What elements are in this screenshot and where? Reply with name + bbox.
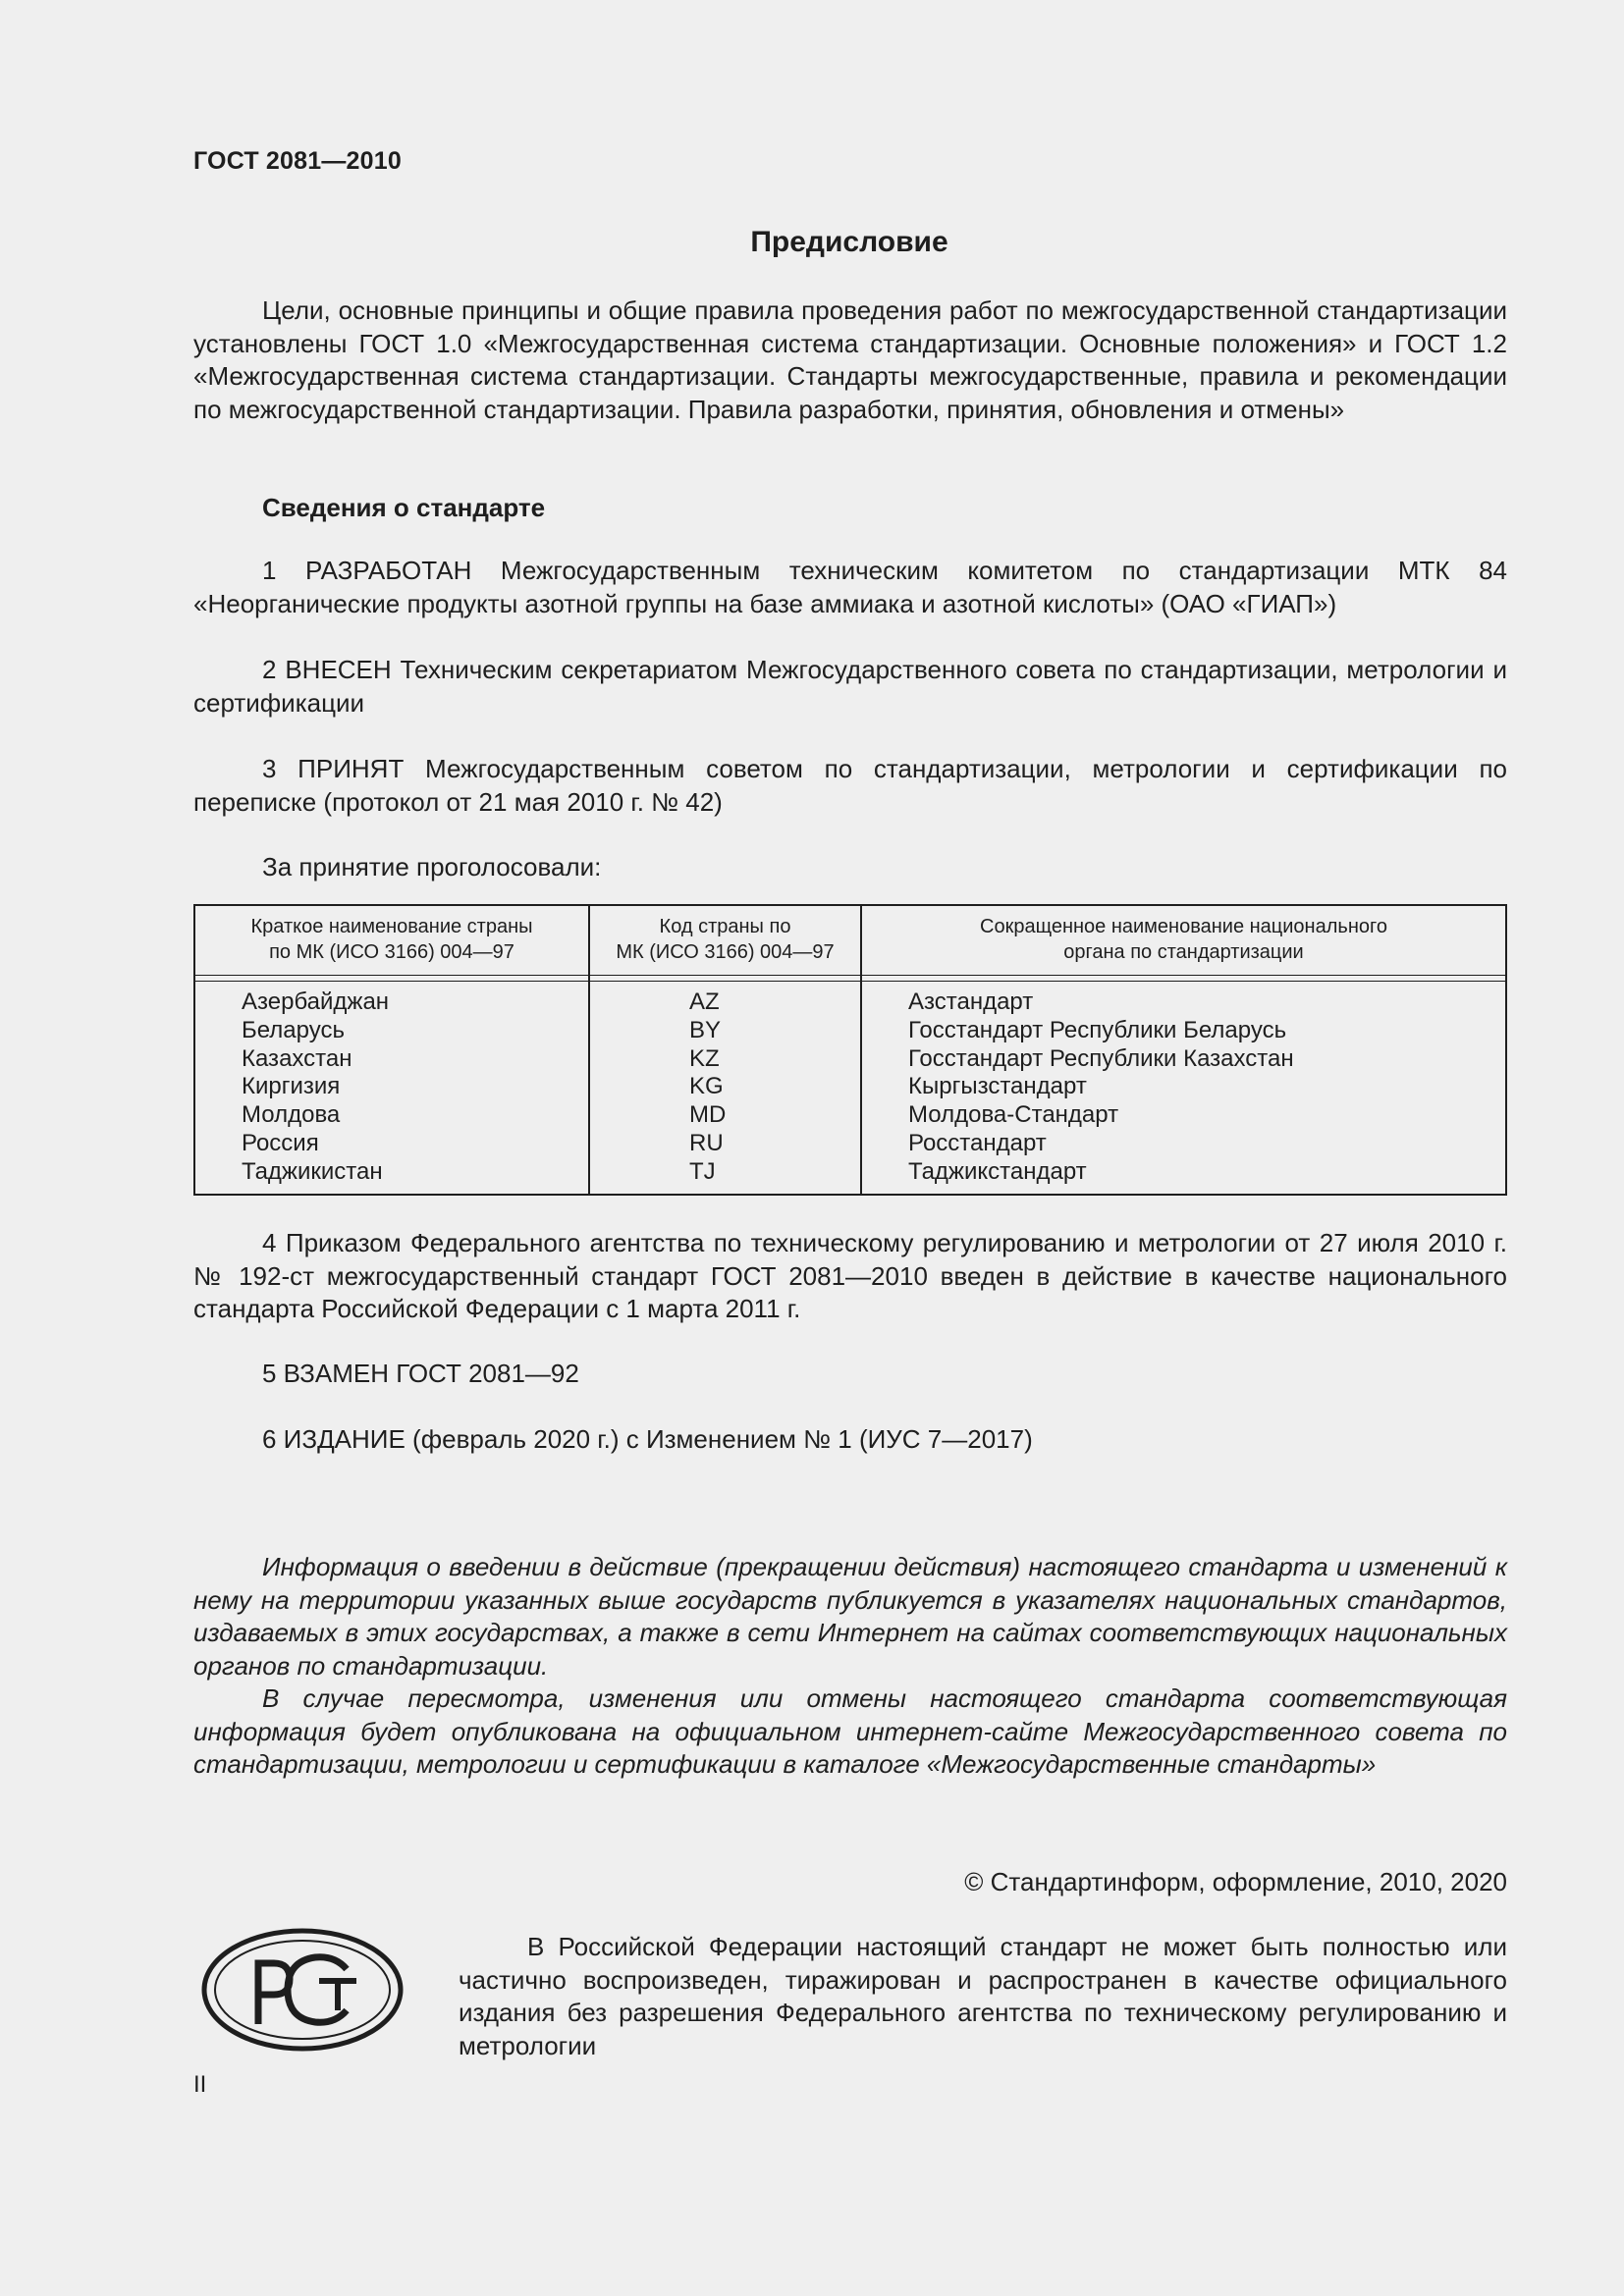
table-cell: TJ <box>689 1157 716 1185</box>
table-column-code <box>689 988 726 1187</box>
table-cell: Таджикстандарт <box>908 1157 1087 1185</box>
table-cell: Киргизия <box>242 1073 341 1100</box>
table-cell: Госстандарт Республики Казахстан <box>908 1044 1294 1072</box>
rights-notice <box>459 1931 1507 2062</box>
item-3 <box>193 753 1507 819</box>
table-column-authority <box>908 988 1294 1187</box>
table-cell: RU <box>689 1129 724 1156</box>
table-cell: KG <box>689 1073 724 1100</box>
table-cell: Азербайджан <box>242 988 390 1015</box>
item-2-text: 2 ВНЕСЕН Техническим секретариатом Межгосударственного совета по стандартизации, метрологии и сертификации <box>193 655 1507 718</box>
rst-logo-icon <box>199 1926 406 2054</box>
table-divider <box>195 981 1505 982</box>
page-title: Предисловие <box>750 226 948 258</box>
item-1 <box>193 555 1507 620</box>
info-heading: Сведения о стандарте <box>262 493 546 522</box>
item-3-text: 3 ПРИНЯТ Межгосударственным советом по стандартизации, метрологии и сертификации по переписке (протокол от 21 мая 2010 г. № 42) <box>193 754 1507 817</box>
info-note-text: Информация о введении в действие (прекращении действия) настоящего стандарта и изменений к нему на территории указанных выше государств публикуется в указателях национальных стандартов, издаваемых в этих государствах, а также в сети Интернет на сайтах соответствующих национальных органов по стандартизации. <box>193 1552 1507 1681</box>
item-2 <box>193 654 1507 720</box>
table-column-country <box>242 988 389 1187</box>
table-cell: Госстандарт Республики Беларусь <box>908 1016 1287 1043</box>
table-cell: Молдова-Стандарт <box>908 1101 1119 1129</box>
info-note <box>193 1551 1507 1782</box>
item-5: 5 ВЗАМЕН ГОСТ 2081—92 <box>262 1359 579 1388</box>
item-6: 6 ИЗДАНИЕ (февраль 2020 г.) с Изменением № 1 (ИУС 7—2017) <box>262 1424 1033 1454</box>
table-cell: Беларусь <box>242 1016 345 1043</box>
document-id: ГОСТ 2081—2010 <box>193 147 402 175</box>
page-number: II <box>193 2071 207 2098</box>
table-cell: Россия <box>242 1129 319 1156</box>
voting-table <box>193 904 1507 1196</box>
table-cell: MD <box>689 1101 727 1129</box>
table-header-authority: Сокращенное наименование национального органа по стандартизации <box>980 916 1387 963</box>
table-cell: Молдова <box>242 1101 341 1129</box>
table-cell: AZ <box>689 988 720 1015</box>
table-cell: Кыргызстандарт <box>908 1073 1087 1100</box>
intro-text: Цели, основные принципы и общие правила проведения работ по межгосударственной стандартизации установлены ГОСТ 1.0 «Межгосударственная система стандартизации. Основные положения» и ГОСТ 1.2 «Межгосударственная система стандартизации. Стандарты межгосударственные, правила и рекомендации по межгосударственной стандартизации. Правила разработки, принятия, обновления и отмены» <box>193 295 1507 424</box>
table-cell: BY <box>689 1016 722 1043</box>
item-4 <box>193 1227 1507 1326</box>
rights-notice-text: В Российской Федерации настоящий стандарт не может быть полностью или частично воспроизведен, тиражирован и распространен в качестве официального издания без разрешения Федерального агентства по техническому регулированию и метрологии <box>459 1932 1507 2060</box>
table-cell: Росстандарт <box>908 1129 1047 1156</box>
table-header-code: Код страны по МК (ИСО 3166) 004—97 <box>616 916 835 963</box>
copyright-line: © Стандартинформ, оформление, 2010, 2020 <box>964 1867 1507 1896</box>
item-1-text: 1 РАЗРАБОТАН Межгосударственным техническим комитетом по стандартизации МТК 84 «Неорганические продукты азотной группы на базе аммиака и азотной кислоты» (ОАО «ГИАП») <box>193 556 1507 618</box>
voted-label: За принятие проголосовали: <box>262 852 602 881</box>
intro-paragraph <box>193 294 1507 426</box>
table-cell: Казахстан <box>242 1044 352 1072</box>
table-divider <box>195 975 1505 976</box>
revision-note-text: В случае пересмотра, изменения или отмены настоящего стандарта соответствующая информация будет опубликована на официальном интернет-сайте Межгосударственного совета по стандартизации, метрологии и сертификации в каталоге «Межгосударственные стандарты» <box>193 1683 1507 1779</box>
table-header-country: Краткое наименование страны по МК (ИСО 3166) 004—97 <box>250 916 533 963</box>
table-cell: Таджикистан <box>242 1157 383 1185</box>
table-cell: KZ <box>689 1044 720 1072</box>
item-4-text: 4 Приказом Федерального агентства по техническому регулированию и метрологии от 27 июля 2010 г. № 192-ст межгосударственный стандарт ГОСТ 2081—2010 введен в действие в качестве национального стандарта Российской Федерации с 1 марта 2011 г. <box>193 1228 1507 1323</box>
table-cell: Азстандарт <box>908 988 1034 1015</box>
